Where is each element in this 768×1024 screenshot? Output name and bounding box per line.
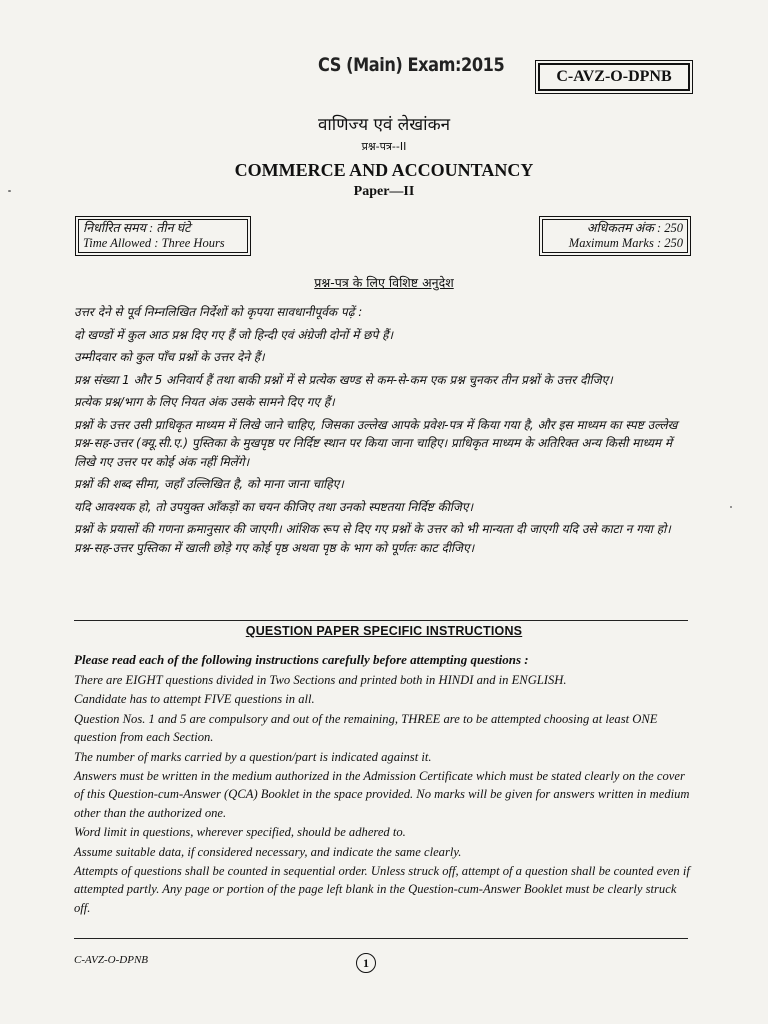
- exam-stamp: CS (Main) Exam:2015: [318, 54, 505, 76]
- hindi-subject-title: वाणिज्य एवं लेखांकन: [317, 115, 451, 135]
- page-number: 1: [356, 953, 376, 973]
- english-instruction: Assume suitable data, if considered necessary, and indicate the same clearly.: [74, 844, 462, 859]
- footer-paper-code: C-AVZ-O-DPNB: [74, 954, 148, 966]
- maximum-marks-box: [542, 219, 688, 253]
- hindi-instructions-heading: प्रश्न-पत्र के लिए विशिष्ट अनुदेश: [314, 275, 454, 290]
- english-subject-title: COMMERCE AND ACCOUNTANCY: [234, 160, 534, 180]
- scan-speck: [730, 506, 732, 508]
- hindi-instruction: प्रश्नों के प्रयासों की गणना क्रमानुसार की जाएगी। आंशिक रूप से दिए गए प्रश्नों के उत्तर को भी मान्यता दी जाएगी यदि उसे काटा न गया हो। प्रश्न-सह-उत्तर पुस्तिका में खाली छोड़े गए कोई पृष्ठ अथवा पृष्ठ के भाग को पूर्णतः काट दीजिए।: [74, 522, 671, 555]
- hindi-instruction: प्रत्येक प्रश्न/भाग के लिए नियत अंक उसके सामने दिए गए हैं।: [74, 395, 335, 409]
- hindi-instruction: प्रश्नों के उत्तर उसी प्राधिकृत माध्यम में लिखे जाने चाहिए, जिसका उल्लेख आपके प्रवेश-पत्र में किया गया है, और इस माध्यम का स्पष्ट उल्लेख प्रश्न-सह-उत्तर (क्यू.सी.ए.) पुस्तिका के मुखपृष्ठ पर निर्दिष्ट स्थान पर किया जाना चाहिए। प्राधिकृत माध्यम के अतिरिक्त अन्य किसी माध्यम में लिखे गए उत्तर पर कोई अंक नहीं मिलेंगे।: [74, 417, 678, 469]
- hindi-instruction: उत्तर देने से पूर्व निम्नलिखित निर्देशों को कृपया सावधानीपूर्वक पढ़ें :: [74, 305, 363, 319]
- footer-divider: [74, 938, 688, 939]
- time-allowed-hindi: निर्धारित समय : तीन घंटे: [83, 221, 191, 235]
- time-allowed-box: [78, 219, 248, 253]
- english-instruction: Question Nos. 1 and 5 are compulsory and out of the remaining, THREE are to be attempted choosing at least ONE question from each Section.: [74, 711, 658, 745]
- maximum-marks-hindi: अधिकतम अंक : 250: [586, 221, 683, 235]
- english-instruction: The number of marks carried by a question/part is indicated against it.: [74, 749, 432, 764]
- english-paper-number: Paper—II: [353, 184, 415, 199]
- hindi-instructions: [74, 303, 694, 561]
- english-instruction: Candidate has to attempt FIVE questions in all.: [74, 692, 315, 707]
- paper-code-box: C-AVZ-O-DPNB: [538, 63, 690, 91]
- time-allowed-english: Time Allowed : Three Hours: [83, 236, 225, 250]
- hindi-instruction: प्रश्नों की शब्द सीमा, जहाँ उल्लिखित है, को माना जाना चाहिए।: [74, 477, 344, 491]
- english-instruction: Attempts of questions shall be counted in sequential order. Unless struck off, attempt of a question shall be counted even if attempted partly. Any page or portion of the page left blank in the Question-cum-Answer Booklet must be clearly struck off.: [74, 864, 690, 915]
- english-instruction: There are EIGHT questions divided in Two Sections and printed both in HINDI and in ENGLISH.: [74, 673, 567, 687]
- english-instructions: [74, 671, 692, 918]
- hindi-instruction: प्रश्न संख्या 1 और 5 अनिवार्य हैं तथा बाकी प्रश्नों में से प्रत्येक खण्ड से कम-से-कम एक प्रश्न चुनकर तीन प्रश्नों के उत्तर दीजिए।: [74, 372, 613, 387]
- maximum-marks-english: Maximum Marks : 250: [568, 236, 683, 250]
- hindi-paper-number: प्रश्न-पत्र--II: [361, 140, 407, 153]
- english-instructions-lead: Please read each of the following instructions carefully before attempting questions :: [74, 652, 529, 667]
- section-divider: [74, 620, 688, 621]
- english-instruction: Answers must be written in the medium authorized in the Admission Certificate which must be stated clearly on the cover of this Question-cum-Answer (QCA) Booklet in the space provided. No marks will be given for answers written in medium other than the authorized one.: [74, 769, 690, 820]
- hindi-instruction: उम्मीदवार को कुल पाँच प्रश्नों के उत्तर देने हैं।: [74, 350, 265, 364]
- hindi-instruction: यदि आवश्यक हो, तो उपयुक्त आँकड़ों का चयन कीजिए तथा उनको स्पष्टतया निर्दिष्ट कीजिए।: [74, 499, 474, 514]
- english-instructions-heading: QUESTION PAPER SPECIFIC INSTRUCTIONS: [245, 624, 523, 638]
- hindi-instruction: दो खण्डों में कुल आठ प्रश्न दिए गए हैं जो हिन्दी एवं अंग्रेजी दोनों में छपे हैं।: [74, 327, 394, 342]
- english-instruction: Word limit in questions, wherever specified, should be adhered to.: [74, 825, 406, 840]
- scan-speck: [8, 190, 11, 192]
